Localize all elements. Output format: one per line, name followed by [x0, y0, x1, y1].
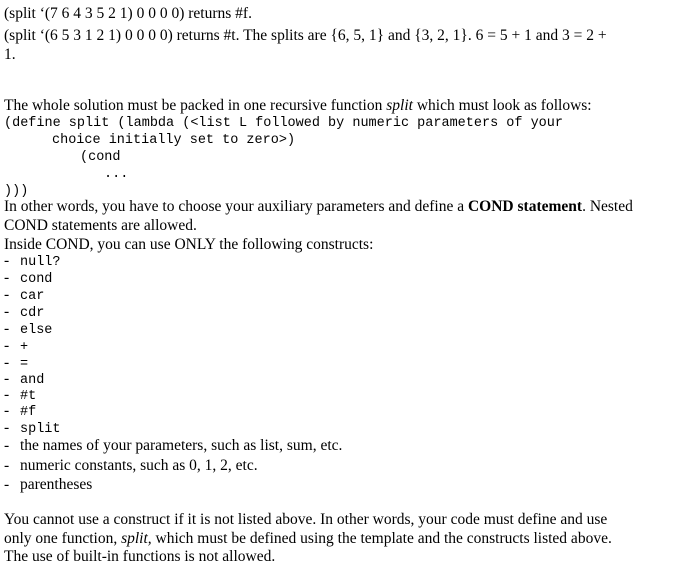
code-line-2: choice initially set to zero>) [52, 133, 296, 148]
list-dash: - [4, 437, 10, 454]
example-line-1: (split ‘(7 6 4 3 5 2 1) 0 0 0 0) returns #f. [4, 5, 252, 22]
list-dash: - [4, 402, 10, 419]
other-words-line-1 [4, 197, 633, 216]
list-dash: - [4, 337, 10, 354]
example-line-2: (split ‘(6 5 3 1 2 1) 0 0 0 0) returns #t. The splits are {6, 5, 1} and {3, 2, 1}. 6 = 5 + 1 and 3 = 2 + [4, 27, 607, 44]
construct-description: parentheses [20, 476, 93, 493]
construct-item [4, 456, 258, 475]
closing-line-1: You cannot use a construct if it is not listed above. In other words, your code must define and use [4, 511, 608, 528]
list-dash: - [4, 476, 10, 493]
construct-name: else [20, 323, 53, 338]
list-dash: - [4, 286, 10, 303]
code-line-1: (define split (lambda (<list L followed by numeric parameters of your [4, 116, 563, 131]
construct-description: numeric constants, such as 0, 1, 2, etc. [20, 457, 258, 474]
construct-name: + [20, 340, 29, 355]
closing-line-2 [4, 529, 612, 548]
list-dash: - [4, 457, 10, 474]
list-dash: - [4, 354, 10, 371]
list-dash: - [4, 320, 10, 337]
list-dash: - [4, 252, 10, 269]
solution-intro-after: which must look as follows: [412, 97, 592, 114]
construct-name: = [20, 357, 29, 372]
list-dash: - [4, 303, 10, 320]
code-line-3: (cond [80, 150, 121, 165]
construct-name: split [20, 422, 61, 437]
construct-name: and [20, 373, 45, 388]
other-words-before: In other words, you have to choose your auxiliary parameters and define a [4, 198, 468, 215]
solution-intro-before: The whole solution must be packed in one recursive function [4, 97, 387, 114]
other-words-bold: COND statement [467, 198, 583, 215]
code-line-5: ))) [4, 184, 29, 199]
closing-line-3: The use of built-in functions is not allowed. [4, 548, 276, 565]
construct-description: the names of your parameters, such as list, sum, etc. [20, 437, 343, 454]
list-dash: - [4, 269, 10, 286]
construct-item [4, 436, 342, 455]
solution-intro-function: split [386, 97, 413, 114]
other-words-after: . Nested [582, 198, 633, 215]
construct-name: cdr [20, 306, 45, 321]
closing-line-2-before: only one function, [4, 530, 122, 547]
construct-name: null? [20, 255, 61, 270]
construct-name: cond [20, 272, 53, 287]
inside-cond-line: Inside COND, you can use ONLY the following constructs: [4, 236, 374, 253]
construct-name: #t [20, 389, 37, 404]
closing-line-2-after: which must be defined using the template and the constructs listed above. [151, 530, 612, 547]
construct-item [4, 475, 92, 494]
list-dash: - [4, 419, 10, 436]
solution-intro [4, 96, 592, 115]
list-dash: - [4, 370, 10, 387]
construct-name: car [20, 289, 45, 304]
closing-line-2-function: split, [121, 530, 152, 547]
other-words-line-2: COND statements are allowed. [4, 217, 197, 234]
example-line-3: 1. [4, 46, 16, 63]
code-line-4: ... [104, 167, 129, 182]
list-dash: - [4, 386, 10, 403]
construct-name: #f [20, 405, 37, 420]
